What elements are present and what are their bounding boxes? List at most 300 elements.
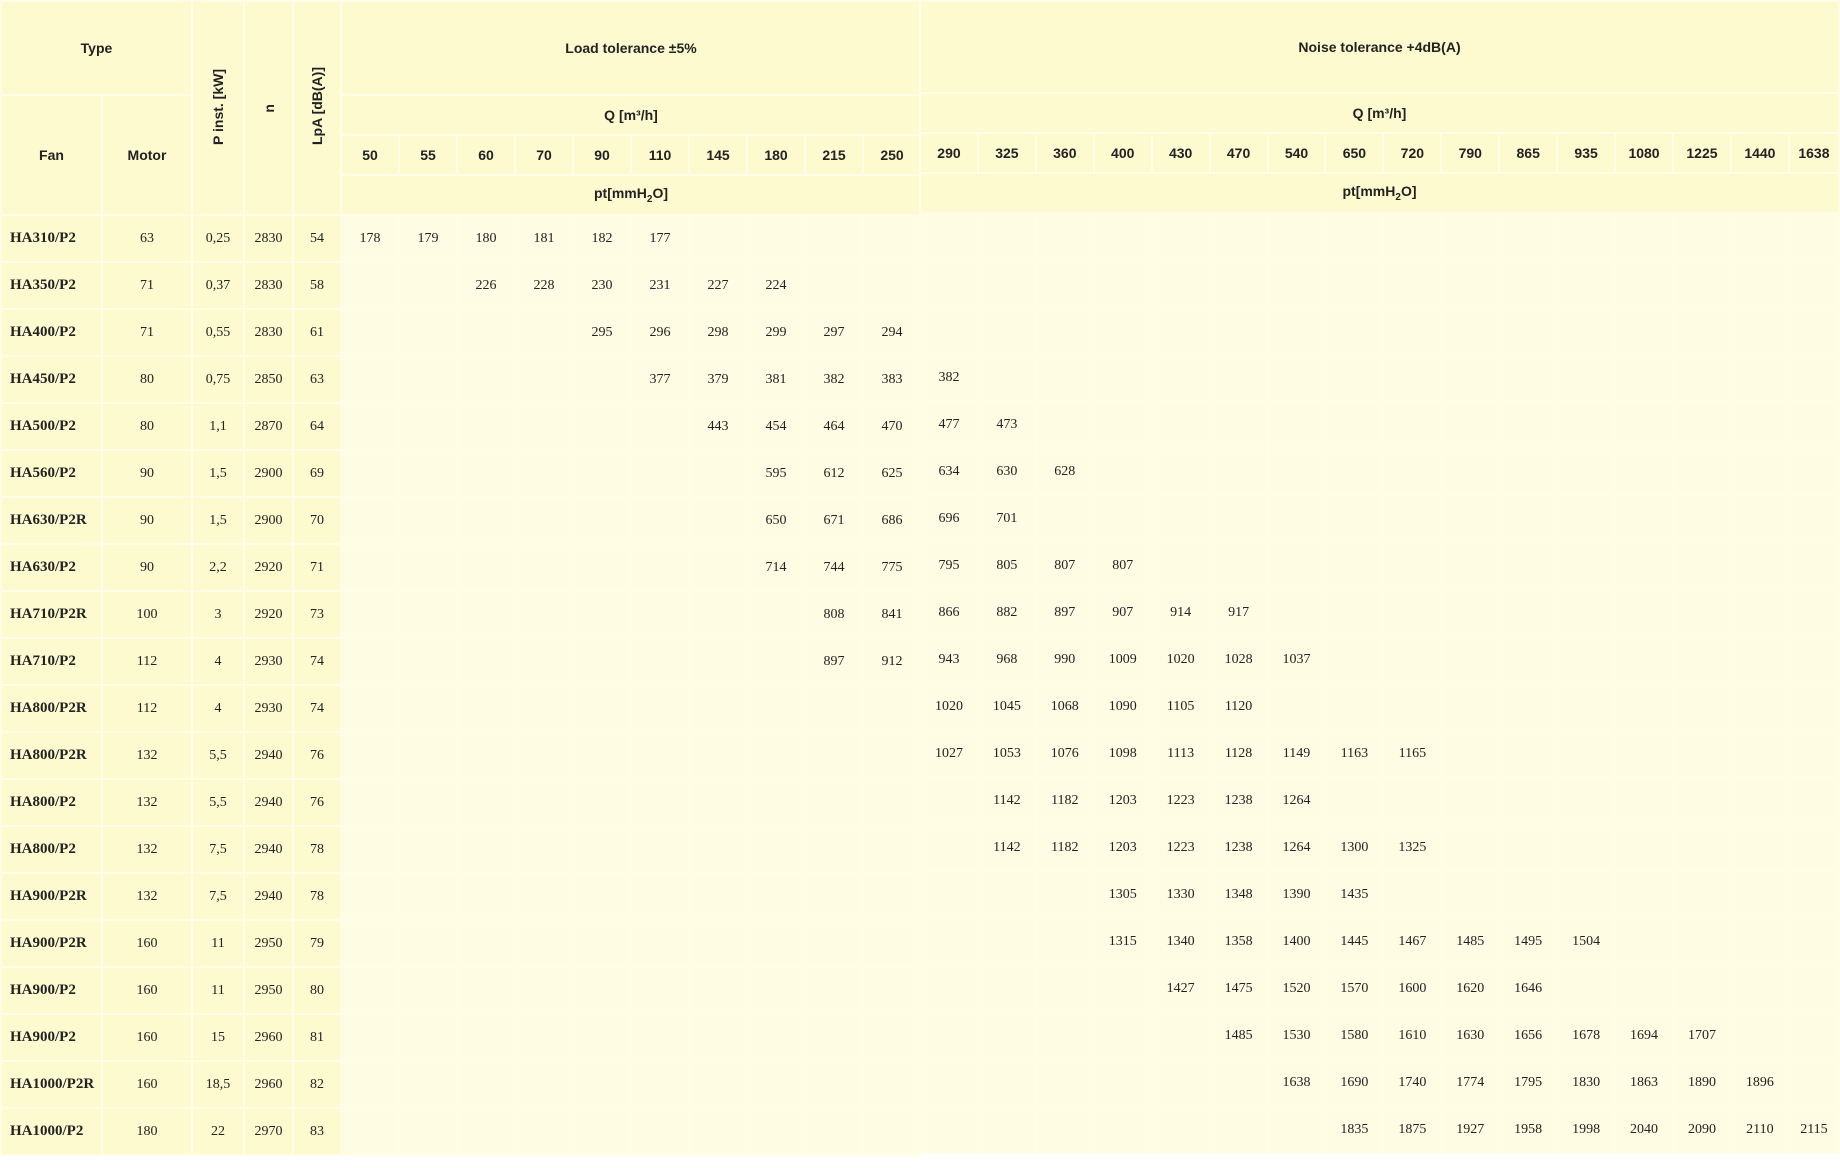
pressure-cell <box>1673 777 1731 824</box>
pressure-cell <box>1499 871 1557 918</box>
lpa-value: 74 <box>293 638 341 685</box>
pressure-cell <box>747 920 805 967</box>
pressure-cell <box>1673 213 1731 260</box>
pressure-cell <box>1789 824 1839 871</box>
power-value: 7,5 <box>192 873 244 920</box>
table-row <box>920 307 1839 354</box>
pressure-cell: 1678 <box>1557 1012 1615 1059</box>
pressure-cell <box>1673 495 1731 542</box>
pressure-cell <box>1210 213 1268 260</box>
table-row <box>920 683 1839 730</box>
right-q-290: 290 <box>920 133 978 173</box>
pressure-cell <box>805 1108 863 1155</box>
pressure-cell <box>1325 260 1383 307</box>
pressure-cell: 1238 <box>1210 824 1268 871</box>
pressure-cell: 1570 <box>1325 965 1383 1012</box>
power-value: 1,1 <box>192 403 244 450</box>
pressure-cell <box>689 450 747 497</box>
pressure-cell <box>1789 307 1839 354</box>
pressure-cell <box>689 873 747 920</box>
pressure-cell <box>1325 589 1383 636</box>
pressure-cell: 2090 <box>1673 1106 1731 1153</box>
pressure-cell <box>1673 589 1731 636</box>
pressure-cell: 1120 <box>1210 683 1268 730</box>
pressure-cell <box>1499 542 1557 589</box>
table-row <box>920 871 1839 918</box>
pressure-cell <box>399 685 457 732</box>
pressure-cell <box>863 1108 921 1155</box>
power-value: 18,5 <box>192 1061 244 1108</box>
pressure-cell <box>399 873 457 920</box>
pressure-cell <box>1036 260 1094 307</box>
pressure-cell <box>689 967 747 1014</box>
motor-size: 132 <box>102 873 192 920</box>
lpa-value: 58 <box>293 262 341 309</box>
pressure-cell: 1600 <box>1383 965 1441 1012</box>
pressure-cell: 808 <box>805 591 863 638</box>
pressure-cell <box>863 873 921 920</box>
right-q-430: 430 <box>1152 133 1210 173</box>
lpa-value: 69 <box>293 450 341 497</box>
pressure-cell <box>399 1061 457 1108</box>
rpm-value: 2830 <box>244 262 293 309</box>
pressure-cell: 1863 <box>1615 1059 1673 1106</box>
pressure-cell <box>978 307 1036 354</box>
pressure-cell: 630 <box>978 448 1036 495</box>
pressure-cell <box>1325 401 1383 448</box>
rpm-value: 2940 <box>244 873 293 920</box>
pressure-cell <box>1152 542 1210 589</box>
pressure-cell <box>805 779 863 826</box>
right-q-865: 865 <box>1499 133 1557 173</box>
motor-size: 160 <box>102 920 192 967</box>
table-row <box>1 356 921 403</box>
pressure-cell <box>1383 777 1441 824</box>
pressure-cell <box>978 1059 1036 1106</box>
pressure-cell <box>1441 495 1499 542</box>
lpa-value: 71 <box>293 544 341 591</box>
pressure-cell: 1890 <box>1673 1059 1731 1106</box>
fan-model: HA1000/P2 <box>1 1108 102 1155</box>
pressure-cell <box>399 591 457 638</box>
pressure-cell <box>399 1014 457 1061</box>
pressure-cell <box>515 967 573 1014</box>
motor-size: 112 <box>102 638 192 685</box>
pressure-cell <box>341 450 399 497</box>
pressure-cell: 701 <box>978 495 1036 542</box>
pressure-cell <box>1789 730 1839 777</box>
pressure-cell <box>805 262 863 309</box>
pressure-cell <box>747 591 805 638</box>
pressure-cell <box>1036 918 1094 965</box>
motor-size: 90 <box>102 544 192 591</box>
pressure-cell <box>1557 730 1615 777</box>
pressure-cell <box>341 920 399 967</box>
pressure-cell: 1400 <box>1268 918 1326 965</box>
pressure-cell <box>341 262 399 309</box>
pressure-cell <box>399 497 457 544</box>
pressure-cell <box>1325 495 1383 542</box>
pressure-cell <box>1441 213 1499 260</box>
table-row <box>920 1059 1839 1106</box>
pressure-cell <box>1383 542 1441 589</box>
table-row <box>920 1012 1839 1059</box>
pressure-cell <box>399 544 457 591</box>
pressure-cell: 1998 <box>1557 1106 1615 1153</box>
pressure-cell: 1580 <box>1325 1012 1383 1059</box>
pressure-cell <box>341 873 399 920</box>
pt-header-left: pt[mmH$_2$O] <box>341 175 921 215</box>
pressure-cell <box>399 309 457 356</box>
fan-header: Fan <box>1 95 102 215</box>
pressure-cell <box>1789 354 1839 401</box>
pressure-cell: 1009 <box>1094 636 1152 683</box>
pressure-cell <box>1789 636 1839 683</box>
pressure-cell <box>1673 448 1731 495</box>
pressure-cell: 1958 <box>1499 1106 1557 1153</box>
pressure-cell <box>1152 354 1210 401</box>
fan-model: HA560/P2 <box>1 450 102 497</box>
pressure-cell <box>920 1106 978 1153</box>
rpm-value: 2870 <box>244 403 293 450</box>
pressure-cell <box>1441 777 1499 824</box>
pressure-cell <box>1268 683 1326 730</box>
pressure-cell <box>457 826 515 873</box>
left-q-110: 110 <box>631 135 689 175</box>
pressure-cell: 1223 <box>1152 824 1210 871</box>
fan-model: HA710/P2 <box>1 638 102 685</box>
motor-size: 160 <box>102 1061 192 1108</box>
pressure-cell <box>1673 965 1731 1012</box>
pressure-cell <box>573 873 631 920</box>
left-q-55: 55 <box>399 135 457 175</box>
pressure-cell <box>978 1106 1036 1153</box>
pressure-cell: 907 <box>1094 589 1152 636</box>
table-row <box>920 542 1839 589</box>
pressure-cell: 1620 <box>1441 965 1499 1012</box>
pressure-cell <box>631 685 689 732</box>
q-header-right: Q [m³/h] <box>920 93 1839 133</box>
pressure-cell: 1656 <box>1499 1012 1557 1059</box>
pressure-cell <box>863 1014 921 1061</box>
pressure-cell: 1053 <box>978 730 1036 777</box>
pressure-cell <box>689 497 747 544</box>
pressure-cell: 882 <box>978 589 1036 636</box>
table-row <box>1 779 921 826</box>
pressure-cell: 2040 <box>1615 1106 1673 1153</box>
pressure-cell: 1315 <box>1094 918 1152 965</box>
pressure-cell <box>1441 589 1499 636</box>
table-row <box>920 730 1839 777</box>
pressure-cell <box>1499 824 1557 871</box>
pressure-cell <box>399 403 457 450</box>
pressure-cell <box>747 967 805 1014</box>
pressure-cell <box>399 638 457 685</box>
pressure-cell <box>631 497 689 544</box>
power-value: 0,55 <box>192 309 244 356</box>
pressure-cell: 181 <box>515 215 573 262</box>
pressure-cell <box>1210 354 1268 401</box>
pressure-cell <box>1210 495 1268 542</box>
left-q-215: 215 <box>805 135 863 175</box>
pressure-cell <box>1557 636 1615 683</box>
pressure-cell <box>1383 354 1441 401</box>
fan-model: HA800/P2 <box>1 779 102 826</box>
pressure-cell: 2110 <box>1731 1106 1789 1153</box>
fan-model: HA800/P2R <box>1 732 102 779</box>
pressure-cell <box>1210 448 1268 495</box>
pressure-cell <box>1615 777 1673 824</box>
pressure-cell <box>1557 683 1615 730</box>
pressure-cell <box>341 732 399 779</box>
pressure-cell: 1707 <box>1673 1012 1731 1059</box>
pressure-cell: 1740 <box>1383 1059 1441 1106</box>
power-value: 1,5 <box>192 497 244 544</box>
pressure-cell <box>515 920 573 967</box>
pressure-cell <box>1673 260 1731 307</box>
pressure-cell: 650 <box>747 497 805 544</box>
motor-size: 80 <box>102 403 192 450</box>
pressure-cell: 1203 <box>1094 777 1152 824</box>
pressure-cell <box>920 213 978 260</box>
pressure-cell: 1149 <box>1268 730 1326 777</box>
pressure-cell <box>515 1061 573 1108</box>
table-row <box>1 450 921 497</box>
pressure-cell <box>573 356 631 403</box>
pressure-cell: 382 <box>920 354 978 401</box>
pressure-cell: 775 <box>863 544 921 591</box>
pressure-cell: 1045 <box>978 683 1036 730</box>
lpa-value: 70 <box>293 497 341 544</box>
pressure-cell <box>1036 354 1094 401</box>
pressure-cell <box>1499 495 1557 542</box>
pressure-cell <box>457 779 515 826</box>
pressure-cell <box>1615 918 1673 965</box>
pressure-cell <box>1673 918 1731 965</box>
pressure-cell <box>1673 871 1731 918</box>
motor-size: 132 <box>102 826 192 873</box>
rpm-value: 2900 <box>244 497 293 544</box>
pressure-cell <box>1036 495 1094 542</box>
right-q-325: 325 <box>978 133 1036 173</box>
pressure-cell <box>1441 307 1499 354</box>
pressure-cell <box>1094 965 1152 1012</box>
pressure-cell: 943 <box>920 636 978 683</box>
pressure-cell <box>689 1014 747 1061</box>
lpa-value: 78 <box>293 873 341 920</box>
pressure-cell <box>863 920 921 967</box>
fan-model: HA450/P2 <box>1 356 102 403</box>
pressure-cell <box>1094 307 1152 354</box>
pressure-cell: 744 <box>805 544 863 591</box>
pressure-cell <box>573 967 631 1014</box>
pressure-cell <box>631 826 689 873</box>
pressure-cell <box>341 638 399 685</box>
rpm-value: 2900 <box>244 450 293 497</box>
rpm-value: 2960 <box>244 1061 293 1108</box>
pressure-cell <box>631 403 689 450</box>
pressure-cell <box>689 638 747 685</box>
fan-model: HA1000/P2R <box>1 1061 102 1108</box>
rpm-value: 2830 <box>244 309 293 356</box>
pressure-cell <box>399 967 457 1014</box>
pressure-cell <box>1499 777 1557 824</box>
pressure-cell <box>1731 918 1789 965</box>
pressure-cell <box>1210 260 1268 307</box>
pressure-cell <box>1499 448 1557 495</box>
pressure-cell <box>920 1012 978 1059</box>
pressure-cell: 1520 <box>1268 965 1326 1012</box>
pressure-cell <box>1441 636 1499 683</box>
left-q-70: 70 <box>515 135 573 175</box>
pressure-cell: 443 <box>689 403 747 450</box>
left-q-50: 50 <box>341 135 399 175</box>
pressure-cell <box>515 732 573 779</box>
pressure-cell <box>1152 495 1210 542</box>
pressure-cell <box>515 356 573 403</box>
pressure-cell <box>920 260 978 307</box>
pressure-cell <box>1268 260 1326 307</box>
pressure-cell <box>978 871 1036 918</box>
pressure-cell <box>689 732 747 779</box>
pressure-cell <box>805 920 863 967</box>
pressure-cell: 454 <box>747 403 805 450</box>
right-q-720: 720 <box>1383 133 1441 173</box>
pressure-cell: 1330 <box>1152 871 1210 918</box>
pressure-cell <box>457 638 515 685</box>
pressure-cell <box>920 1059 978 1106</box>
pressure-cell: 180 <box>457 215 515 262</box>
power-value: 0,37 <box>192 262 244 309</box>
pressure-cell <box>1268 1106 1326 1153</box>
right-q-470: 470 <box>1210 133 1268 173</box>
pressure-cell: 897 <box>1036 589 1094 636</box>
fan-model: HA400/P2 <box>1 309 102 356</box>
table-row <box>1 544 921 591</box>
pressure-cell: 1475 <box>1210 965 1268 1012</box>
pressure-cell <box>1789 777 1839 824</box>
lpa-value: 78 <box>293 826 341 873</box>
pressure-cell: 805 <box>978 542 1036 589</box>
pressure-cell <box>1557 589 1615 636</box>
pressure-cell: 464 <box>805 403 863 450</box>
pressure-cell <box>1557 401 1615 448</box>
fan-model: HA630/P2R <box>1 497 102 544</box>
pressure-cell <box>689 826 747 873</box>
table-row <box>920 824 1839 871</box>
right-q-540: 540 <box>1268 133 1326 173</box>
pressure-cell <box>1615 730 1673 777</box>
pressure-cell <box>1036 213 1094 260</box>
pressure-cell: 1835 <box>1325 1106 1383 1153</box>
fan-model: HA310/P2 <box>1 215 102 262</box>
pressure-cell: 1485 <box>1210 1012 1268 1059</box>
lpa-value: 54 <box>293 215 341 262</box>
pressure-cell: 297 <box>805 309 863 356</box>
pressure-cell: 1875 <box>1383 1106 1441 1153</box>
pressure-cell <box>1383 871 1441 918</box>
pressure-cell <box>1441 260 1499 307</box>
pressure-cell: 298 <box>689 309 747 356</box>
pressure-cell <box>1789 401 1839 448</box>
pressure-cell <box>1615 824 1673 871</box>
rpm-value: 2830 <box>244 215 293 262</box>
pressure-cell <box>1441 824 1499 871</box>
right-q-360: 360 <box>1036 133 1094 173</box>
pressure-cell <box>863 779 921 826</box>
motor-size: 160 <box>102 967 192 1014</box>
pressure-cell <box>1615 307 1673 354</box>
table-row <box>920 213 1839 260</box>
pressure-cell <box>1615 260 1673 307</box>
pressure-cell <box>1094 495 1152 542</box>
pressure-cell <box>1557 260 1615 307</box>
pressure-cell <box>457 873 515 920</box>
pressure-cell <box>805 826 863 873</box>
pressure-cell <box>1094 354 1152 401</box>
pressure-cell <box>1731 307 1789 354</box>
power-value: 0,25 <box>192 215 244 262</box>
power-value: 22 <box>192 1108 244 1155</box>
pressure-cell <box>1789 495 1839 542</box>
pressure-cell <box>1210 307 1268 354</box>
pressure-cell <box>1499 260 1557 307</box>
pressure-cell: 383 <box>863 356 921 403</box>
rpm-value: 2940 <box>244 732 293 779</box>
motor-size: 160 <box>102 1014 192 1061</box>
pressure-cell <box>457 450 515 497</box>
pressure-cell <box>747 732 805 779</box>
power-value: 2,2 <box>192 544 244 591</box>
left-q-180: 180 <box>747 135 805 175</box>
pressure-cell <box>1673 542 1731 589</box>
pressure-cell <box>631 920 689 967</box>
pressure-cell <box>689 779 747 826</box>
pressure-cell <box>515 309 573 356</box>
pressure-cell <box>805 685 863 732</box>
pressure-cell <box>1210 1106 1268 1153</box>
table-row <box>1 1061 921 1108</box>
pressure-cell <box>457 732 515 779</box>
fan-model: HA900/P2 <box>1 1014 102 1061</box>
pressure-cell <box>515 450 573 497</box>
pressure-cell <box>805 1014 863 1061</box>
pressure-cell <box>1499 307 1557 354</box>
motor-size: 63 <box>102 215 192 262</box>
table-row <box>920 589 1839 636</box>
pressure-cell <box>1731 824 1789 871</box>
pressure-cell: 228 <box>515 262 573 309</box>
motor-size: 112 <box>102 685 192 732</box>
rpm-value: 2970 <box>244 1108 293 1155</box>
fan-model: HA900/P2R <box>1 873 102 920</box>
pressure-cell <box>399 1108 457 1155</box>
pressure-cell <box>1731 589 1789 636</box>
pressure-cell <box>573 732 631 779</box>
pressure-cell: 1467 <box>1383 918 1441 965</box>
pressure-cell <box>1036 965 1094 1012</box>
pressure-cell <box>1094 448 1152 495</box>
pressure-cell: 1142 <box>978 824 1036 871</box>
pressure-cell: 1630 <box>1441 1012 1499 1059</box>
pressure-cell <box>457 1108 515 1155</box>
right-q-1080: 1080 <box>1615 133 1673 173</box>
pressure-cell <box>1036 307 1094 354</box>
table-row <box>1 638 921 685</box>
pressure-cell <box>399 262 457 309</box>
pressure-cell <box>1383 448 1441 495</box>
pressure-cell <box>1499 354 1557 401</box>
